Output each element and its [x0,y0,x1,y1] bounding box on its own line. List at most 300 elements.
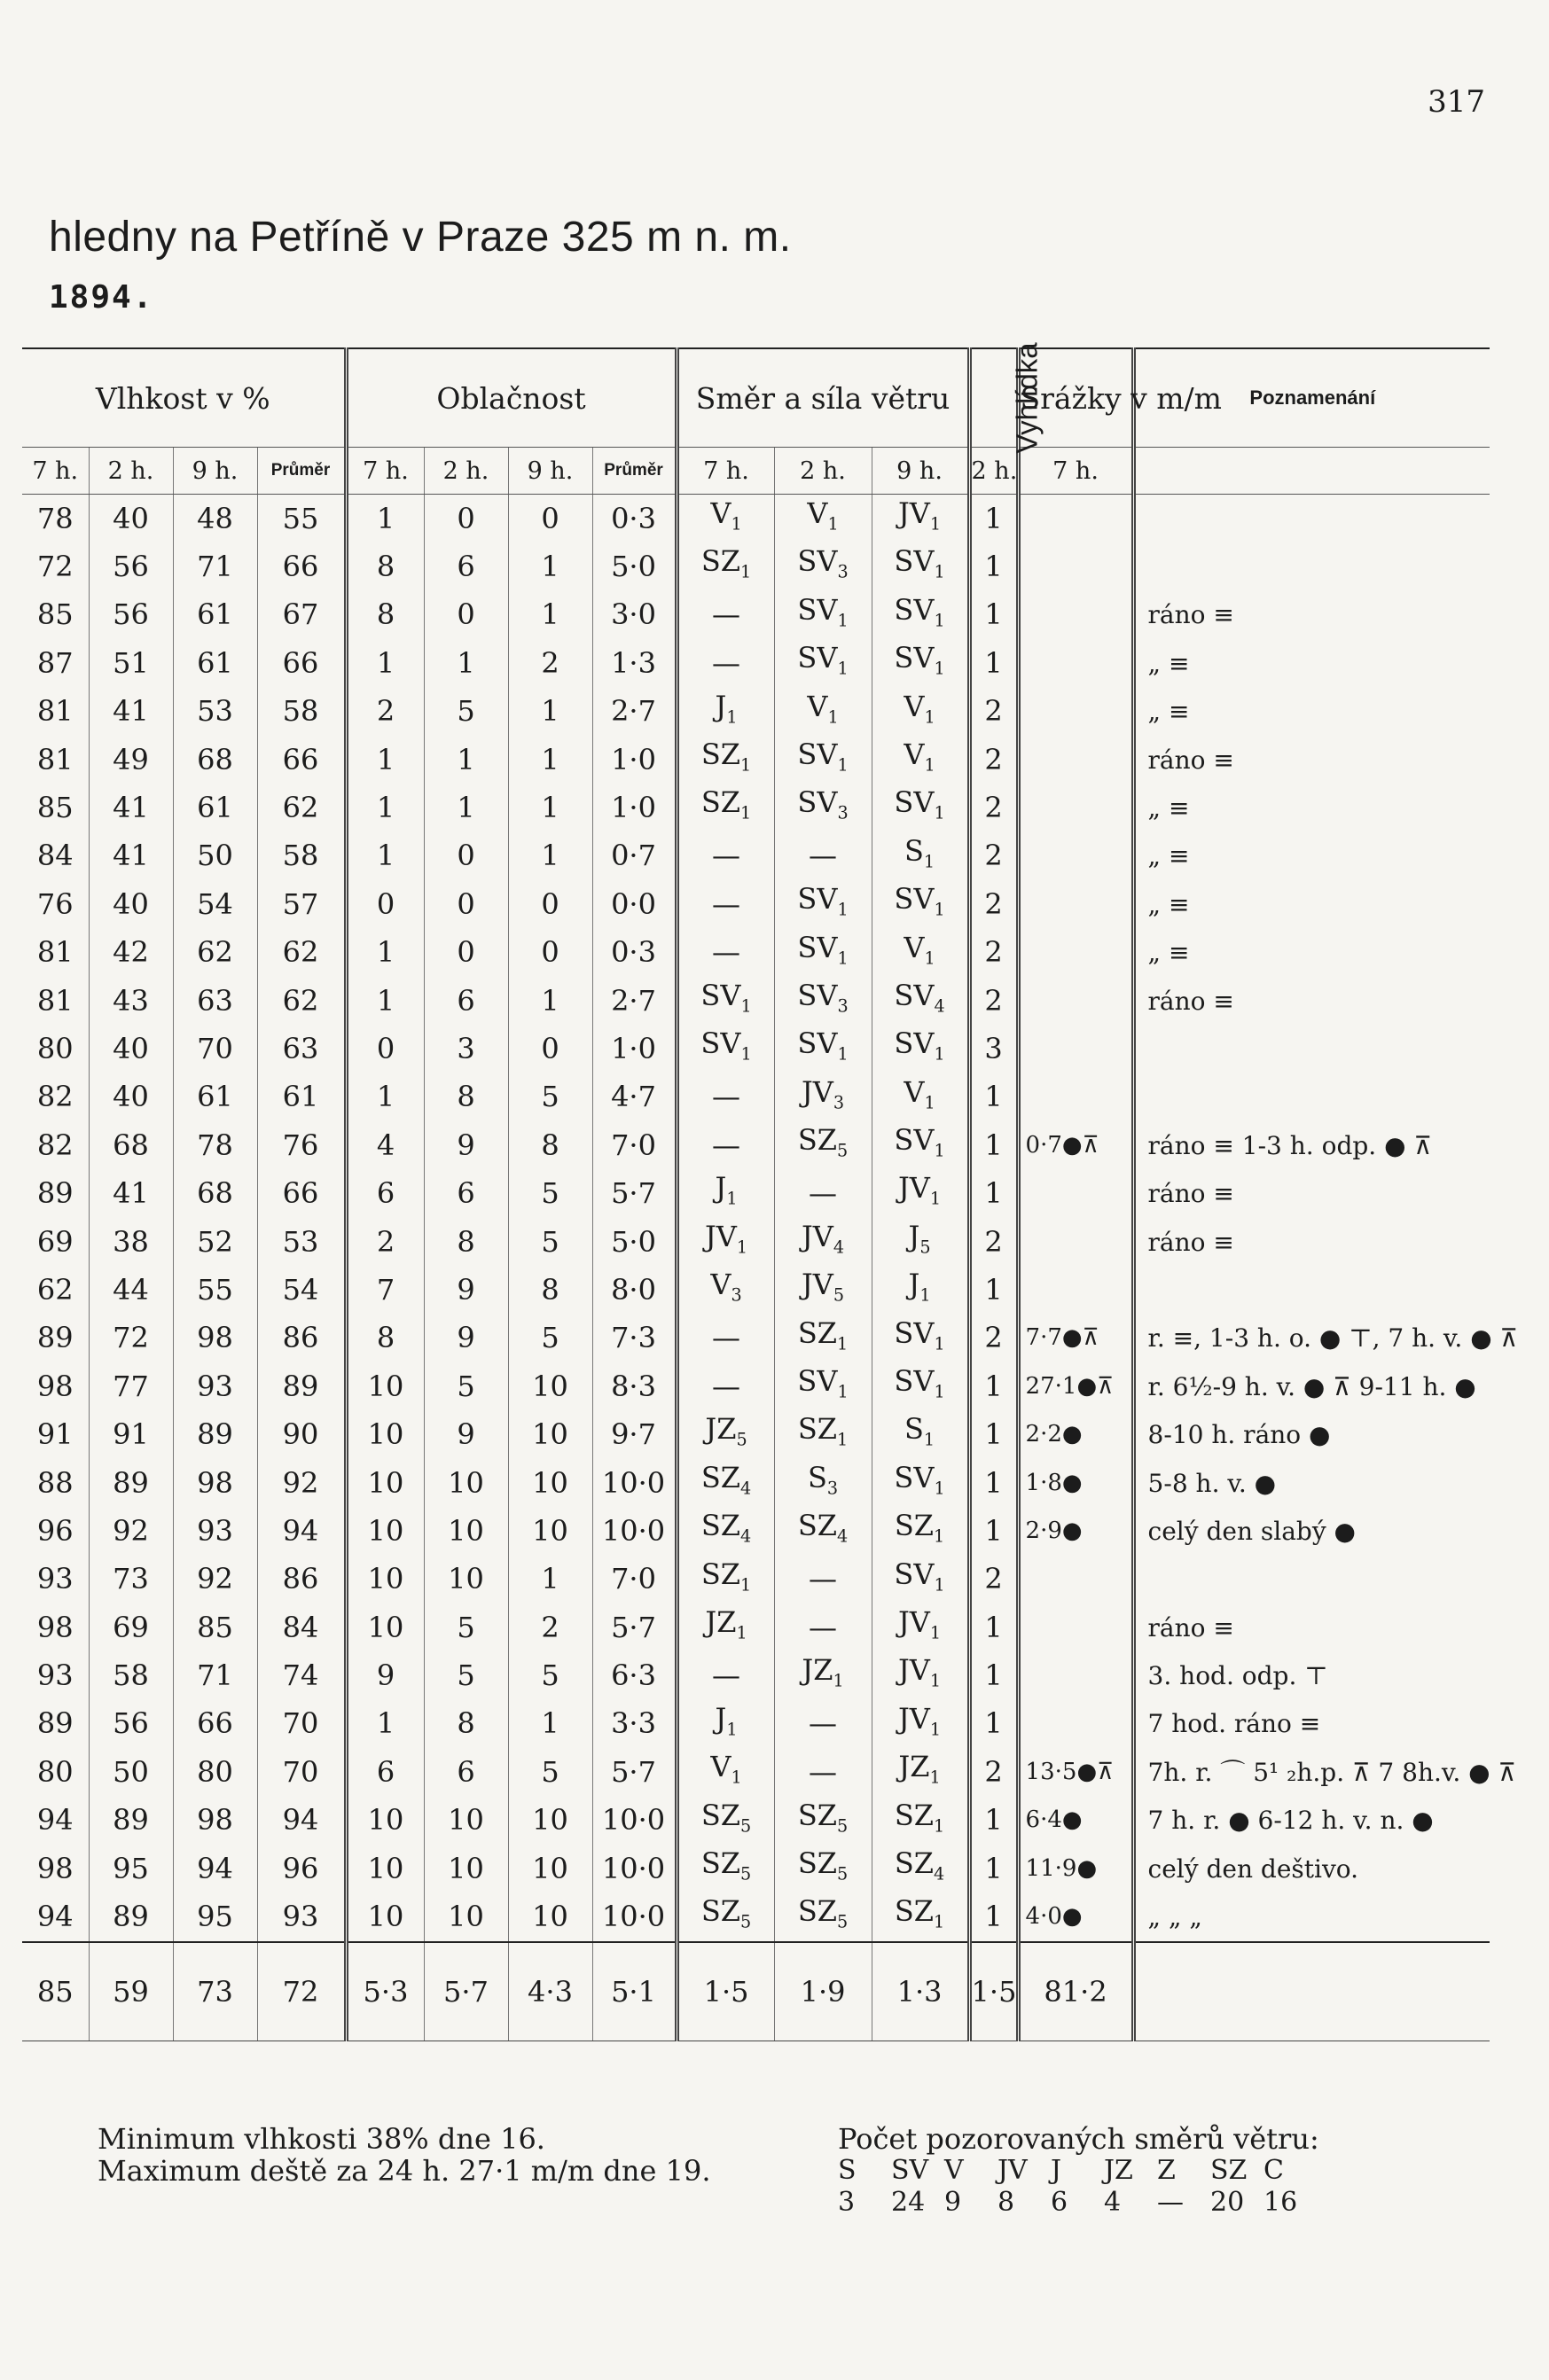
visibility-2h-header: 2 h. [969,448,1018,495]
hum-2h-cell: 42 [89,929,173,977]
table-row [22,591,1490,639]
hum-2h-cell: 41 [89,832,173,880]
cloud-2h-cell: 10 [424,1507,508,1555]
hum-9h-cell: 48 [173,495,257,543]
hum-9h-cell: 80 [173,1748,257,1796]
hum-avg-cell: 90 [257,1410,346,1458]
wind-7h-cell: $J_1$ [677,1169,774,1217]
hum-9h-cell: 78 [173,1121,257,1169]
cloud-avg-cell: 10·0 [592,1797,677,1845]
wind-2h-cell: — [774,1556,872,1604]
cloud-avg-cell: 2·7 [592,977,677,1025]
cloud-7h-cell: 1 [346,977,424,1025]
note-cell: ráno ≡ [1133,736,1490,784]
visibility-cell: 2 [969,736,1018,784]
cloud-9h-cell: 10 [508,1845,592,1892]
visibility-cell: 2 [969,929,1018,977]
hum-avg-cell: 53 [257,1218,346,1266]
hum-avg-cell: 94 [257,1797,346,1845]
hum-9h-cell: 93 [173,1362,257,1410]
hum-2h-cell: 89 [89,1459,173,1507]
cloud-2h-cell: 6 [424,1748,508,1796]
precip-cell [1018,1025,1133,1073]
table-row [22,784,1490,831]
precip-cell [1018,1169,1133,1217]
precip-cell: 7·7●⊼ [1018,1315,1133,1362]
cloud-2h-cell: 6 [424,1169,508,1217]
table-row [22,1218,1490,1266]
hum-avg-cell: 94 [257,1507,346,1555]
note-cell: ráno ≡ [1133,1218,1490,1266]
table-row [22,1169,1490,1217]
note-cell [1133,1073,1490,1121]
precip-cell [1018,832,1133,880]
hum-avg-cell: 89 [257,1362,346,1410]
cloud-2h-cell: 9 [424,1410,508,1458]
wind-9h-cell: $JV_1$ [872,1651,969,1699]
cloud-7h-cell: 10 [346,1410,424,1458]
hum-7h-cell: 89 [36,1706,74,1741]
hum-9h-cell: 71 [173,542,257,590]
cloud-avg-average: 5·1 [592,1942,677,2041]
cloud-avg-cell: 7·3 [592,1315,677,1362]
hum-7h-cell: 80 [36,1754,74,1789]
hum-9h-cell: 62 [173,929,257,977]
note-cell [1133,1556,1490,1604]
wind-dir-count: 6 [1051,2187,1068,2218]
hum-avg-cell: 54 [257,1266,346,1314]
hum-2h-cell: 56 [89,542,173,590]
cloud-7h-cell: 10 [346,1507,424,1555]
precip-cell: 1·8● [1018,1459,1133,1507]
cloud-avg-cell: 10·0 [592,1892,677,1941]
table-row [22,495,1490,543]
cloud-avg-cell: 4·7 [592,1073,677,1121]
note-cell [1133,495,1490,543]
hum-avg-cell: 92 [257,1459,346,1507]
wind-9h-cell: $S_1$ [872,832,969,880]
footer-summary [98,2123,711,2187]
hum-9h-cell: 98 [173,1315,257,1362]
wind-dir-label: C [1263,2155,1284,2186]
precip-cell: 11·9● [1018,1845,1133,1892]
table-row [22,1121,1490,1169]
hum-9h-cell: 94 [173,1845,257,1892]
visibility-cell: 2 [969,1748,1018,1796]
cloud-7h-cell: 1 [346,639,424,687]
cloud-avg-cell: 1·3 [592,639,677,687]
hum-7h-cell: 82 [36,1128,74,1162]
cloud-avg-cell: 3·0 [592,591,677,639]
wind-2h-cell: $SV_3$ [774,542,872,590]
wind-9h-cell: $SV_1$ [872,1315,969,1362]
hum-7h-cell: 62 [36,1272,74,1307]
hum-7h-cell: 82 [36,1080,74,1114]
wind-2h-cell: $SV_1$ [774,591,872,639]
hum-9h-cell: 61 [173,1073,257,1121]
note-cell: „ ≡ [1133,784,1490,831]
hum-2h-cell: 92 [89,1507,173,1555]
wind-7h-cell: $SZ_5$ [677,1892,774,1941]
page-number: 317 [1428,84,1485,120]
cloud-2h-cell: 9 [424,1266,508,1314]
wind-9h-cell: $V_1$ [872,688,969,736]
hum-7h-cell: 69 [36,1224,74,1259]
visibility-cell: 2 [969,880,1018,928]
note-cell [1133,1266,1490,1314]
precip-cell [1018,929,1133,977]
note-cell: 3. hod. odp. ⊤ [1133,1651,1490,1699]
table-row [22,542,1490,590]
precip-average: 81·2 [1018,1942,1133,2041]
note-cell: ráno ≡ [1133,977,1490,1025]
hum-2h-cell: 49 [89,736,173,784]
cloud-avg-header: Průměr [592,448,677,495]
wind-9h-cell: $J_1$ [872,1266,969,1314]
note-cell: celý den deštivo. [1133,1845,1490,1892]
precip-cell [1018,495,1133,543]
wind-7h-average: 1·5 [677,1942,774,2041]
wind-counts-row [838,2187,1319,2219]
cloud-7h-cell: 1 [346,832,424,880]
wind-dir-count: 8 [997,2187,1015,2218]
hum-2h-cell: 40 [89,1025,173,1073]
cloud-9h-cell: 10 [508,1459,592,1507]
table-row [22,1604,1490,1651]
visibility-cell: 1 [969,1266,1018,1314]
hum-avg-cell: 62 [257,784,346,831]
precip-cell: 4·0● [1018,1892,1133,1941]
wind-9h-cell: $JV_1$ [872,1700,969,1748]
hum-2h-cell: 43 [89,977,173,1025]
wind-9h-cell: $S_1$ [872,1410,969,1458]
wind-2h-cell: — [774,1604,872,1651]
wind-2h-cell: $SV_1$ [774,880,872,928]
wind-counts-title: Počet pozorovaných směrů větru: [838,2122,1319,2156]
hum-2h-cell: 51 [89,639,173,687]
wind-2h-header: 2 h. [774,448,872,495]
cloud-9h-cell: 10 [508,1362,592,1410]
wind-9h-cell: $J_5$ [872,1218,969,1266]
wind-dir-label: JV [997,2155,1028,2186]
cloud-2h-cell: 9 [424,1315,508,1362]
wind-7h-cell: — [677,1073,774,1121]
wind-9h-cell: $SV_1$ [872,1362,969,1410]
hum-7h-cell: 85 [36,791,74,825]
notes-header: Poznamenání [1133,348,1490,448]
wind-2h-cell: $V_1$ [774,495,872,543]
cloud-9h-cell: 10 [508,1892,592,1941]
precip-cell [1018,688,1133,736]
hum-avg-cell: 70 [257,1748,346,1796]
wind-9h-cell: $V_1$ [872,736,969,784]
note-cell: 7 h. r. ● 6-12 h. v. n. ● [1133,1797,1490,1845]
precip-header: Srážky v m/m [1018,348,1133,448]
wind-7h-cell: — [677,1121,774,1169]
wind-dir-count: 20 [1210,2187,1245,2218]
hum-2h-cell: 41 [89,1169,173,1217]
hum-avg-cell: 93 [257,1892,346,1941]
wind-dir-label: JZ [1104,2155,1133,2186]
hum-avg-cell: 70 [257,1700,346,1748]
visibility-cell: 1 [969,1073,1018,1121]
cloud-avg-cell: 10·0 [592,1459,677,1507]
note-cell: „ ≡ [1133,880,1490,928]
hum-9h-cell: 61 [173,639,257,687]
hum-2h-cell: 77 [89,1362,173,1410]
note-average [1133,1942,1490,2041]
hum-7h-cell: 87 [36,645,74,680]
hum-9h-cell: 68 [173,736,257,784]
table-row [22,1748,1490,1796]
cloud-9h-cell: 5 [508,1073,592,1121]
visibility-cell: 2 [969,977,1018,1025]
cloud-2h-cell: 1 [424,639,508,687]
cloud-2h-cell: 5 [424,1362,508,1410]
wind-7h-cell: — [677,1315,774,1362]
hum-9h-cell: 71 [173,1651,257,1699]
sub-header-row [22,448,1490,495]
hum-7h-average: 85 [22,1942,89,2041]
cloud-avg-cell: 5·7 [592,1604,677,1651]
cloud-avg-cell: 9·7 [592,1410,677,1458]
cloud-9h-cell: 2 [508,639,592,687]
wind-9h-cell: $SV_1$ [872,784,969,831]
wind-7h-cell: $V_1$ [677,495,774,543]
wind-7h-cell: $SV_1$ [677,1025,774,1073]
wind-9h-cell: $V_1$ [872,929,969,977]
note-cell: „ ≡ [1133,639,1490,687]
hum-7h-cell: 98 [36,1369,74,1403]
precip-cell [1018,639,1133,687]
note-cell: ráno ≡ [1133,1169,1490,1217]
cloud-9h-cell: 0 [508,880,592,928]
wind-9h-cell: $JV_1$ [872,1604,969,1651]
hum-2h-cell: 56 [89,1700,173,1748]
cloud-7h-cell: 1 [346,495,424,543]
visibility-cell: 1 [969,1604,1018,1651]
hum-7h-cell: 94 [36,1803,74,1838]
hum-7h-cell: 84 [36,839,74,873]
cloud-9h-cell: 1 [508,542,592,590]
wind-2h-cell: $SZ_5$ [774,1797,872,1845]
hum-7h-cell: 78 [36,501,74,535]
cloud-7h-cell: 10 [346,1604,424,1651]
hum-avg-cell: 62 [257,977,346,1025]
hum-7h-cell: 91 [36,1417,74,1452]
cloud-7h-cell: 10 [346,1556,424,1604]
visibility-cell: 1 [969,1797,1018,1845]
cloud-9h-header: 9 h. [508,448,592,495]
wind-2h-cell: $JV_5$ [774,1266,872,1314]
cloud-7h-cell: 4 [346,1121,424,1169]
cloud-avg-cell: 5·0 [592,542,677,590]
visibility-cell: 1 [969,591,1018,639]
table-row [22,1073,1490,1121]
hum-7h-cell: 81 [36,983,74,1018]
table-row [22,1025,1490,1073]
cloud-7h-cell: 1 [346,736,424,784]
table-row [22,977,1490,1025]
hum-avg-cell: 58 [257,688,346,736]
wind-7h-cell: — [677,639,774,687]
hum-9h-cell: 66 [173,1700,257,1748]
hum-avg-cell: 96 [257,1845,346,1892]
hum-2h-cell: 50 [89,1748,173,1796]
cloud-avg-cell: 10·0 [592,1845,677,1892]
wind-7h-cell: $JZ_5$ [677,1410,774,1458]
cloud-avg-cell: 1·0 [592,1025,677,1073]
wind-7h-cell: $SV_1$ [677,977,774,1025]
wind-2h-cell: $V_1$ [774,688,872,736]
wind-9h-cell: $SV_1$ [872,591,969,639]
cloud-7h-cell: 10 [346,1362,424,1410]
precip-cell [1018,1218,1133,1266]
hum-2h-cell: 40 [89,495,173,543]
hum-2h-cell: 69 [89,1604,173,1651]
cloud-9h-cell: 5 [508,1315,592,1362]
wind-2h-cell: — [774,1169,872,1217]
wind-2h-cell: $JZ_1$ [774,1651,872,1699]
wind-7h-cell: — [677,591,774,639]
precip-cell [1018,591,1133,639]
hum-2h-cell: 41 [89,784,173,831]
hum-9h-cell: 93 [173,1507,257,1555]
hum-avg-cell: 58 [257,832,346,880]
hum-2h-cell: 91 [89,1410,173,1458]
table-row [22,1556,1490,1604]
visibility-cell: 3 [969,1025,1018,1073]
visibility-cell: 1 [969,1362,1018,1410]
precip-cell: 2·9● [1018,1507,1133,1555]
precip-cell: 6·4● [1018,1797,1133,1845]
hum-2h-cell: 58 [89,1651,173,1699]
cloud-avg-cell: 7·0 [592,1121,677,1169]
table-row [22,688,1490,736]
cloud-avg-cell: 8·3 [592,1362,677,1410]
precip-cell: 27·1●⊼ [1018,1362,1133,1410]
wind-dir-label: S [838,2155,857,2186]
precip-cell [1018,880,1133,928]
cloud-7h-cell: 8 [346,1315,424,1362]
note-cell: „ ≡ [1133,832,1490,880]
cloud-2h-cell: 0 [424,495,508,543]
wind-9h-cell: $SV_1$ [872,880,969,928]
precip-cell: 13·5●⊼ [1018,1748,1133,1796]
precip-cell [1018,542,1133,590]
hum-7h-cell: 76 [36,886,74,921]
wind-2h-cell: $S_3$ [774,1459,872,1507]
wind-2h-cell: — [774,1748,872,1796]
wind-2h-cell: $SZ_1$ [774,1410,872,1458]
cloud-9h-cell: 1 [508,736,592,784]
hum-9h-cell: 61 [173,591,257,639]
hum-9h-cell: 61 [173,784,257,831]
hum-9h-cell: 54 [173,880,257,928]
cloudiness-header: Oblačnost [346,348,677,448]
table-row [22,1362,1490,1410]
visibility-cell: 1 [969,1459,1018,1507]
hum-7h-header: 7 h. [22,448,89,495]
note-cell: r. ≡, 1-3 h. o. ● ⊤, 7 h. v. ● ⊼ [1133,1315,1490,1362]
cloud-7h-cell: 6 [346,1169,424,1217]
hum-7h-cell: 89 [36,1321,74,1355]
table-row [22,1797,1490,1845]
visibility-header: Vyhlídka [969,348,1018,448]
hum-2h-cell: 95 [89,1845,173,1892]
hum-avg-cell: 55 [257,495,346,543]
note-cell: „ „ „ [1133,1892,1490,1941]
max-rain-text: Maximum deště za 24 h. 27·1 m/m dne 19. [98,2154,711,2188]
note-cell: „ ≡ [1133,688,1490,736]
cloud-2h-cell: 6 [424,977,508,1025]
visibility-cell: 1 [969,1507,1018,1555]
hum-9h-cell: 89 [173,1410,257,1458]
wind-dir-label: SV [891,2155,929,2186]
wind-2h-cell: $SZ_5$ [774,1845,872,1892]
cloud-9h-cell: 5 [508,1651,592,1699]
precip-cell: 2·2● [1018,1410,1133,1458]
hum-avg-average: 72 [257,1942,346,2041]
hum-9h-cell: 50 [173,832,257,880]
cloud-9h-cell: 10 [508,1507,592,1555]
cloud-7h-header: 7 h. [346,448,424,495]
wind-7h-cell: $SZ_5$ [677,1845,774,1892]
cloud-avg-cell: 5·7 [592,1748,677,1796]
cloud-9h-cell: 1 [508,832,592,880]
note-cell: „ ≡ [1133,929,1490,977]
wind-9h-cell: $JV_1$ [872,495,969,543]
cloud-7h-cell: 7 [346,1266,424,1314]
wind-7h-header: 7 h. [677,448,774,495]
wind-dir-label: V [944,2155,964,2186]
hum-avg-cell: 66 [257,639,346,687]
hum-2h-cell: 40 [89,1073,173,1121]
cloud-7h-cell: 10 [346,1845,424,1892]
visibility-cell: 2 [969,832,1018,880]
cloud-2h-cell: 10 [424,1892,508,1941]
cloud-2h-average: 5·7 [424,1942,508,2041]
wind-7h-cell: — [677,1362,774,1410]
hum-2h-cell: 73 [89,1556,173,1604]
hum-9h-cell: 63 [173,977,257,1025]
wind-2h-cell: $SV_1$ [774,639,872,687]
hum-2h-cell: 38 [89,1218,173,1266]
wind-7h-cell: $JV_1$ [677,1218,774,1266]
averages-row [22,1942,1490,2041]
cloud-7h-cell: 1 [346,784,424,831]
wind-header: Směr a síla větru [677,348,969,448]
wind-7h-cell: $SZ_1$ [677,736,774,784]
hum-2h-cell: 41 [89,688,173,736]
visibility-cell: 1 [969,1169,1018,1217]
hum-avg-cell: 66 [257,1169,346,1217]
wind-2h-cell: $SV_1$ [774,1025,872,1073]
precip-cell [1018,1556,1133,1604]
hum-7h-cell: 98 [36,1851,74,1885]
cloud-2h-cell: 0 [424,929,508,977]
weather-table-container [22,342,1519,2041]
hum-7h-cell: 93 [36,1658,74,1693]
wind-2h-cell: $SV_3$ [774,977,872,1025]
hum-avg-cell: 63 [257,1025,346,1073]
visibility-cell: 1 [969,1121,1018,1169]
cloud-7h-cell: 8 [346,591,424,639]
cloud-7h-cell: 10 [346,1892,424,1941]
visibility-cell: 1 [969,542,1018,590]
wind-9h-cell: $SV_1$ [872,1121,969,1169]
hum-avg-cell: 62 [257,929,346,977]
